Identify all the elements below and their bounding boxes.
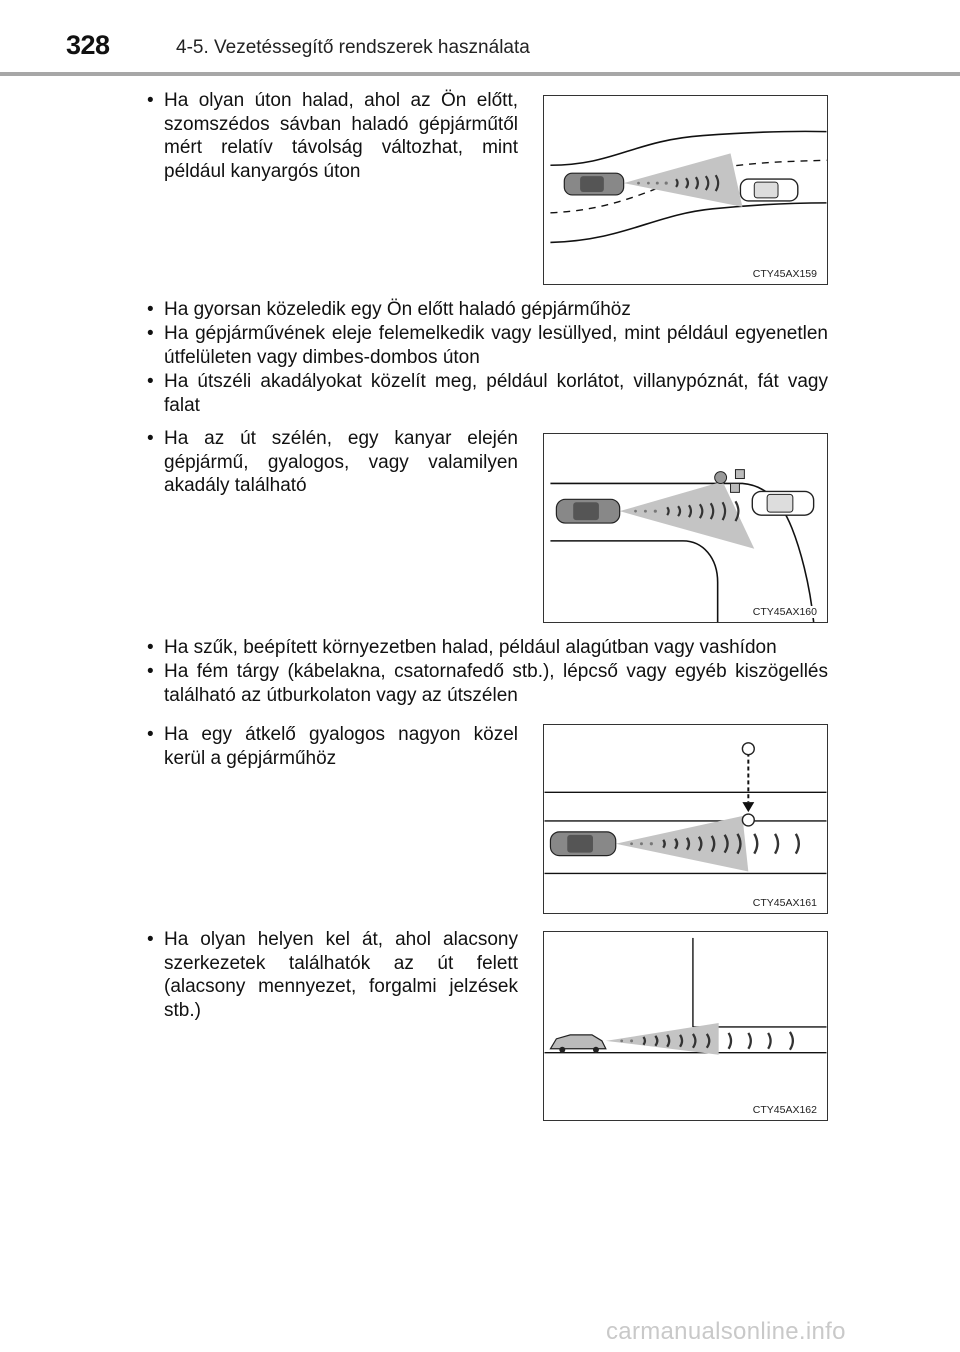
figure-crossing-pedestrian [543, 724, 828, 914]
figure-curved-road [543, 95, 828, 285]
bullet-item-metal-objects: • Ha fém tárgy (kábelakna, csatornafedő stb.), lépcső vagy egyéb kiszögellés található az útburkolaton vagy az útszélen [147, 660, 828, 707]
section-title: 4-5. Vezetéssegítő rendszerek használata [176, 37, 530, 58]
header-divider [0, 72, 960, 76]
watermark: carmanualsonline.info [606, 1318, 846, 1345]
figure-code: CTY45AX161 [752, 897, 817, 909]
bullet-item-corner-obstacle: • Ha az út szélén, egy kanyar elején gépjármű, gyalogos, vagy valamilyen akadály található [147, 427, 518, 498]
page-number: 328 [66, 30, 110, 60]
figure-code: CTY45AX160 [752, 606, 817, 618]
bullet-item-narrow-structure: • Ha szűk, beépített környezetben halad, például alagútban vagy vashídon [147, 636, 828, 660]
low-structure-radar-illustration [544, 932, 827, 1120]
bullet-item-uneven-road: • Ha gépjárművének eleje felemelkedik vagy lesüllyed, mint például egyenetlen útfelületen vagy dimbes-dombos úton [147, 322, 828, 369]
figure-code: CTY45AX162 [752, 1104, 817, 1116]
figure-code: CTY45AX159 [752, 268, 817, 280]
bullet-item-approaching-vehicle: • Ha gyorsan közeledik egy Ön előtt haladó gépjárműhöz [147, 298, 828, 322]
bullet-item-curved-road: • Ha olyan úton halad, ahol az Ön előtt, szomszédos sávban haladó gépjárműtől mért relatív távolság változhat, mint például kanyargós úton [147, 89, 518, 183]
figure-low-structures [543, 931, 828, 1121]
figure-corner-obstacle [543, 433, 828, 623]
corner-obstacle-radar-illustration [544, 434, 827, 622]
bullet-item-roadside-obstacles: • Ha útszéli akadályokat közelít meg, például korlátot, villanypóznát, fát vagy falat [147, 370, 828, 417]
bullet-item-crossing-pedestrian: • Ha egy átkelő gyalogos nagyon közel kerül a gépjárműhöz [147, 723, 518, 770]
bullet-item-low-structures: • Ha olyan helyen kel át, ahol alacsony szerkezetek találhatók az út felett (alacsony mennyezet, forgalmi jelzések stb.) [147, 928, 518, 1022]
crossing-pedestrian-radar-illustration [544, 725, 827, 913]
curved-road-radar-illustration [544, 96, 827, 284]
